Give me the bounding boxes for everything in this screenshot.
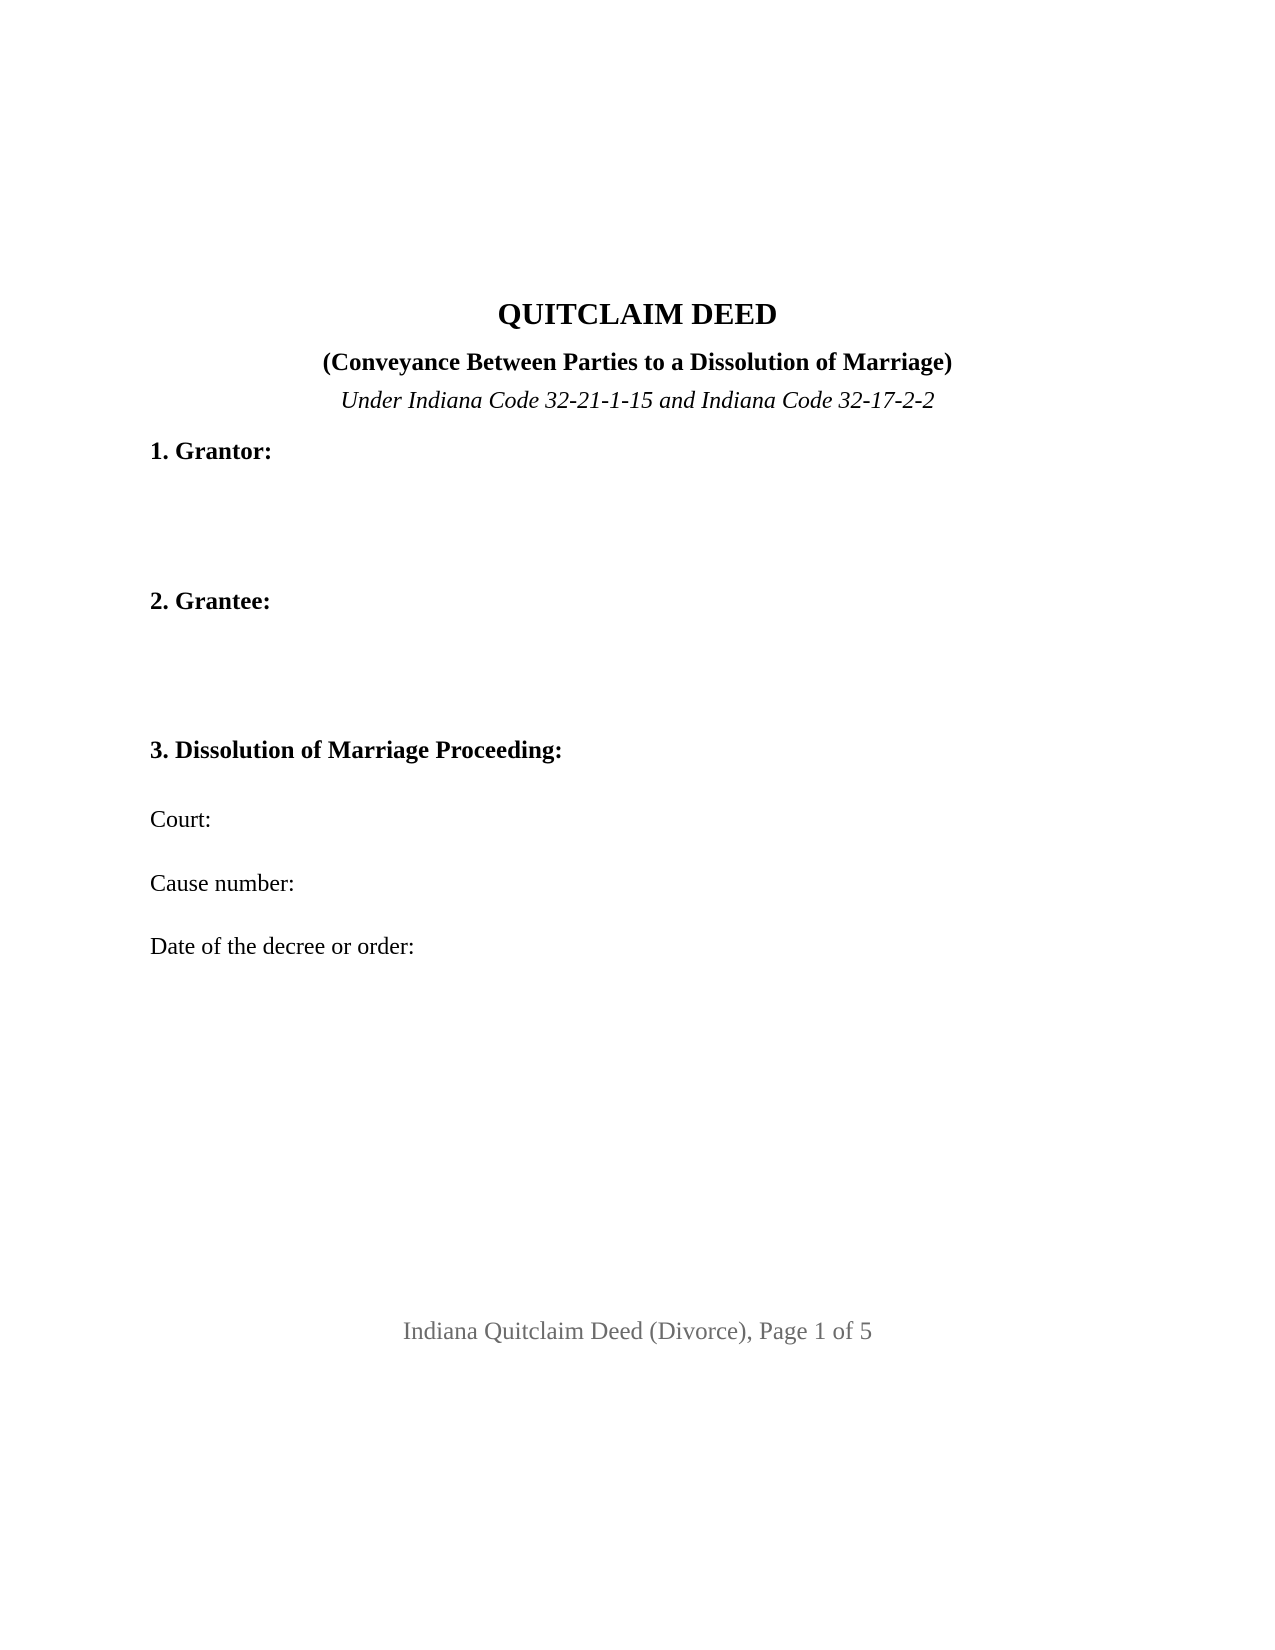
court-label: Court: bbox=[150, 807, 212, 833]
statute-reference: Under Indiana Code 32-21-1-15 and Indiana Code 32-17-2-2 bbox=[340, 388, 935, 414]
decree-date-label: Date of the decree or order: bbox=[150, 934, 415, 960]
document-title: QUITCLAIM DEED bbox=[497, 296, 778, 331]
grantee-heading: 2. Grantee: bbox=[150, 588, 271, 615]
document-subtitle: (Conveyance Between Parties to a Dissolution of Marriage) bbox=[322, 349, 953, 376]
proceeding-heading: 3. Dissolution of Marriage Proceeding: bbox=[150, 737, 563, 764]
grantor-heading: 1. Grantor: bbox=[150, 438, 273, 465]
page-footer: Indiana Quitclaim Deed (Divorce), Page 1 of 5 bbox=[402, 1318, 873, 1345]
cause-number-label: Cause number: bbox=[150, 871, 295, 897]
